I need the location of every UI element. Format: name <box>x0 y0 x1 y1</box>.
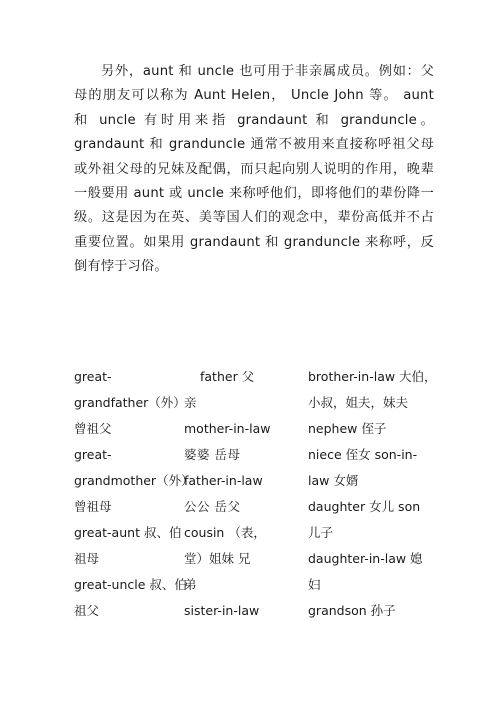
body-paragraph: 另外，aunt 和 uncle 也可用于非亲属成员。例如：父母的朋友可以称为 Aunt Helen， Uncle John 等。 aunt 和 uncle 有时用来指 grandaunt 和 granduncle。grandaunt 和 granduncle 通常不被用来直接称呼祖父母或外祖父母的兄妹及配偶，而只起向别人说明的作用，晚辈一般要用 aunt 或 uncle 来称呼他们，即将他们的辈份降一级。这是因为在英、美等国人们的观念中，辈份高低并不占重要位置。如果用 grandaunt 和 granduncle 来称呼，反倒有悖于习俗。 <box>74 64 434 275</box>
vocab-line: niece 侄女 son-in- <box>308 447 418 462</box>
vocab-line: cousin （表， <box>184 525 266 540</box>
vocab-line: nephew 侄子 <box>308 421 387 436</box>
vocab-line: father-in-law <box>184 473 263 488</box>
vocab-line: great- <box>74 447 112 462</box>
vocab-column-2 <box>184 364 296 624</box>
vocab-line: great-uncle 叔、伯 <box>74 577 187 592</box>
vocab-line: 小叔，姐夫，妹夫 <box>308 395 409 410</box>
vocab-line: great- <box>74 369 112 384</box>
vocab-line: 祖母 <box>74 551 100 566</box>
vocab-line: 弟 <box>184 577 197 592</box>
vocab-line: law 女婿 <box>308 473 359 488</box>
vocab-line: grandmother（外） <box>74 473 194 488</box>
vocab-line: daughter 女儿 son <box>308 499 421 514</box>
vocab-line: father 父 <box>200 369 255 384</box>
vocab-line: 公公 岳父 <box>184 499 241 514</box>
vocab-line: grandson 孙子 <box>308 603 396 618</box>
vocab-line: 亲 <box>184 395 197 410</box>
vocab-column-1 <box>74 364 194 624</box>
vocab-line: great-aunt 叔、伯 <box>74 525 182 540</box>
vocab-line: 曾祖母 <box>74 499 112 514</box>
vocab-line: 曾祖父 <box>74 421 112 436</box>
vocab-line: 堂）姐妹 兄 <box>184 551 251 566</box>
vocab-line: mother-in-law <box>184 421 271 436</box>
vocab-line: 婆婆 岳母 <box>184 447 241 462</box>
vocab-column-3 <box>308 364 437 624</box>
vocab-line: 妇 <box>308 577 321 592</box>
vocab-line: grandfather（外） <box>74 395 186 410</box>
vocab-line: brother-in-law 大伯， <box>308 369 437 384</box>
vocab-line: sister-in-law <box>184 603 260 618</box>
vocab-line: 祖父 <box>74 603 100 618</box>
vocab-line: daughter-in-law 媳 <box>308 551 423 566</box>
vocab-line: 儿子 <box>308 525 334 540</box>
